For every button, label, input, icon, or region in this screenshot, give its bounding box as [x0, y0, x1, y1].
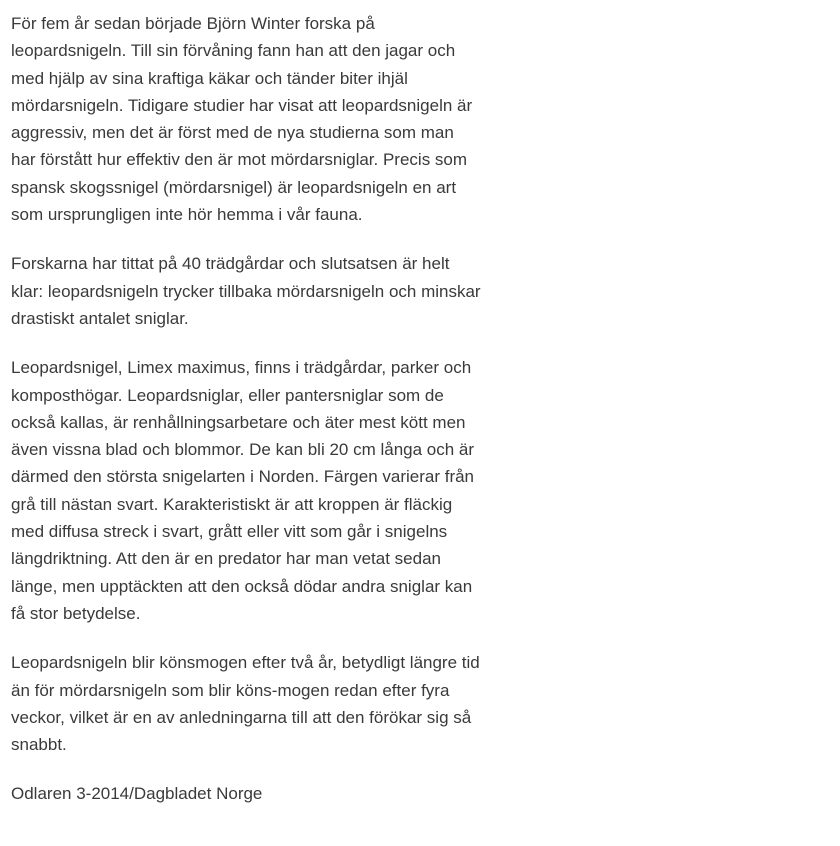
article-paragraph-2: Forskarna har tittat på 40 trädgårdar och slutsatsen är helt klar: leopardsnigeln trycker tillbaka mördarsnigeln och minskar drastiskt antalet sniglar. — [11, 254, 481, 328]
article-paragraph-1: För fem år sedan började Björn Winter forska på leopardsnigeln. Till sin förvåning fann han att den jagar och med hjälp av sina kraftiga käkar och tänder biter ihjäl mördarsnigeln. Tidigare studier har visat att leopardsnigeln är aggressiv, men det är först med de nya studierna som man har förstått hur effektiv den är mot mördarsniglar. Precis som spansk skogssnigel (mördarsnigel) är leopardsnigeln en art som ursprungligen inte hör hemma i vår fauna. — [11, 14, 473, 225]
article-paragraph-3: Leopardsnigel, Limex maximus, finns i trädgårdar, parker och komposthögar. Leopardsniglar, eller pantersniglar som de också kallas, är renhållningsarbetare och äter mest kött men även vissna blad och blommor. De kan bli 20 cm långa och är därmed den största snigelarten i Norden. Färgen varierar från grå till nästan svart. Karakteristiskt är att kroppen är fläckig med diffusa streck i svart, grått eller vitt som går i snigelns längdriktning. Att den är en predator har man vetat sedan länge, men upptäckten att den också dödar andra sniglar kan få stor betydelse. — [11, 358, 475, 623]
article-source: Odlaren 3-2014/Dagbladet Norge — [11, 784, 263, 804]
article-body — [11, 10, 481, 808]
article-paragraph-4: Leopardsnigeln blir könsmogen efter två år, betydligt längre tid än för mördarsnigeln som blir köns-mogen redan efter fyra veckor, vilket är en av anledningarna till att den förökar sig så snabbt. — [11, 653, 480, 755]
